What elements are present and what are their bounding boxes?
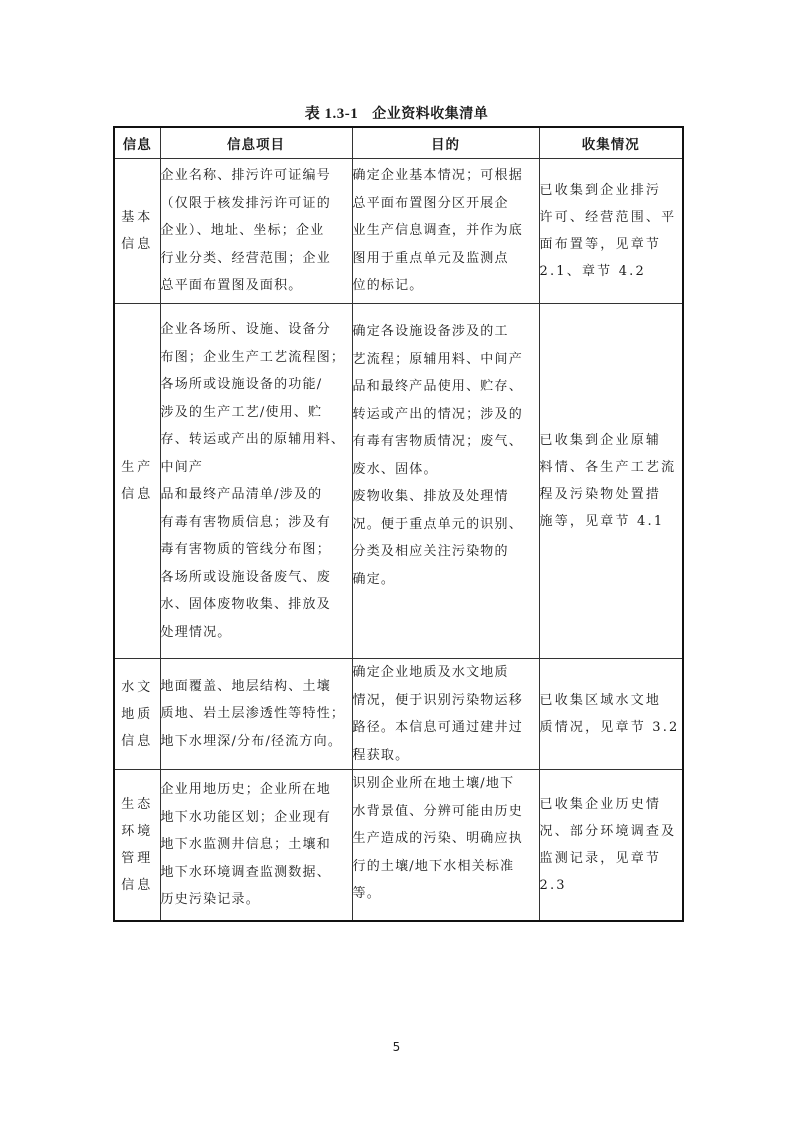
- status-cell-line: 已收集企业历史情: [539, 797, 662, 812]
- table-header-row: [114, 127, 683, 159]
- category-cell-line: 信息: [121, 733, 154, 749]
- category-cell-line: 环境: [121, 824, 154, 839]
- items-cell-line: 行业分类、经营范围；企业: [160, 250, 331, 266]
- category-cell-line: 水文: [121, 679, 154, 695]
- items-cell-line: 毒有害物质的管线分布图；: [160, 542, 331, 557]
- items-cell-line: 存、转运或产出的原辅用料、: [160, 432, 346, 447]
- purpose-cell-line: 情况，便于识别污染物运移: [352, 692, 523, 708]
- items-cell-line: 各场所或设施设备废气、废: [160, 569, 331, 585]
- items-cell-line: 中间产: [160, 459, 204, 475]
- purpose-cell: [352, 304, 539, 659]
- items-cell: [160, 159, 352, 304]
- status-cell-line: 监测记录，见章节: [539, 851, 662, 866]
- category-cell-line: 生产: [121, 460, 154, 475]
- items-cell-line: 企业用地历史；企业所在地: [160, 782, 331, 798]
- purpose-cell: [352, 159, 539, 304]
- items-cell-line: 企业名称、排污许可证编号: [160, 168, 331, 184]
- purpose-cell-line: 图用于重点单元及监测点: [352, 250, 509, 266]
- purpose-cell-line: 业生产信息调查，并作为底: [352, 223, 523, 239]
- status-cell-line: 施等，见章节 4.1: [539, 514, 665, 529]
- items-cell-line: 地下水监测井信息；土壤和: [160, 837, 331, 853]
- purpose-cell-line: 行的土壤/地下水相关标准: [352, 858, 515, 874]
- category-cell-line: 信息: [121, 237, 154, 252]
- category-cell-line: 地质: [121, 706, 154, 722]
- purpose-cell-line: 分类及相应关注污染物的: [352, 544, 509, 559]
- items-cell-line: 品和最终产品清单/涉及的: [160, 487, 323, 502]
- page-number: 5: [392, 1040, 401, 1054]
- category-cell-line: 信息: [121, 487, 154, 502]
- items-cell-line: 地下水环境调查监测数据、: [160, 864, 331, 880]
- items-cell-line: 质地、岩土层渗透性等特性；: [160, 706, 346, 722]
- items-cell-line: 各场所或设施设备的功能/: [160, 377, 323, 392]
- purpose-cell: [352, 659, 539, 770]
- items-cell-line: 地面覆盖、地层结构、土壤: [160, 678, 331, 694]
- category-cell-line: 信息: [121, 878, 154, 893]
- items-cell-line: 涉及的生产工艺/使用、贮: [160, 404, 323, 420]
- purpose-cell: [352, 770, 539, 922]
- status-cell-line: 2.3: [539, 878, 567, 893]
- status-cell-line: 已收集区域水文地: [539, 693, 662, 708]
- items-cell-line: 总平面布置图及面积。: [160, 278, 303, 294]
- purpose-cell-line: 确定企业地质及水文地质: [352, 665, 509, 680]
- purpose-cell-line: 程获取。: [352, 747, 410, 763]
- data-collection-table: [113, 126, 684, 922]
- purpose-cell-line: 废物收集、排放及处理情: [352, 489, 509, 504]
- status-cell-line: 已收集到企业排污: [539, 183, 662, 198]
- purpose-cell-line: 品和最终产品使用、贮存、: [352, 379, 523, 394]
- status-cell-line: 料情、各生产工艺流: [539, 460, 677, 475]
- purpose-cell-line: 艺流程；原辅用料、中间产: [352, 351, 523, 367]
- status-cell-line: 许可、经营范围、平: [539, 210, 677, 225]
- status-cell-line: 2.1、章节 4.2: [539, 264, 646, 279]
- table-row: [114, 770, 683, 922]
- category-cell-line: 管理: [121, 851, 154, 866]
- status-cell: [539, 659, 683, 770]
- purpose-cell-line: 有毒有害物质情况；废气、: [352, 434, 523, 449]
- purpose-cell-line: 识别企业所在地土壤/地下: [352, 776, 515, 791]
- table-title: 企业资料收集清单: [372, 106, 489, 122]
- items-cell-line: 地下水埋深/分布/径流方向。: [160, 733, 343, 749]
- purpose-cell-line: 确定企业基本情况；可根据: [352, 168, 523, 184]
- items-cell-line: 处理情况。: [160, 624, 232, 640]
- items-cell-line: 地下水功能区划；企业现有: [160, 809, 331, 825]
- purpose-cell-line: 等。: [352, 886, 381, 901]
- purpose-cell-line: 确定。: [352, 571, 396, 587]
- status-cell: [539, 304, 683, 659]
- category-cell-line: 基本: [121, 210, 154, 225]
- purpose-cell-line: 生产造成的污染、明确应执: [352, 831, 523, 846]
- category-cell: [114, 304, 160, 659]
- table-row: [114, 159, 683, 304]
- table-caption: [0, 102, 793, 123]
- items-cell-line: 历史污染记录。: [160, 892, 260, 908]
- header-category: 信息: [114, 127, 160, 159]
- items-cell: [160, 770, 352, 922]
- purpose-cell-line: 总平面布置图分区开展企: [352, 195, 509, 211]
- status-cell: [539, 770, 683, 922]
- purpose-cell-line: 转运或产出的情况；涉及的: [352, 406, 523, 422]
- category-cell-line: 生态: [121, 797, 154, 812]
- category-cell: [114, 770, 160, 922]
- purpose-cell-line: 水背景值、分辨可能由历史: [352, 803, 523, 819]
- status-cell-line: 质情况，见章节 3.2: [539, 720, 680, 735]
- status-cell-line: 面布置等，见章节: [539, 237, 662, 252]
- table-row: [114, 659, 683, 770]
- items-cell-line: 企业各场所、设施、设备分: [160, 322, 331, 337]
- header-items: 信息项目: [160, 127, 352, 159]
- header-purpose: 目的: [352, 127, 539, 159]
- table-row: [114, 304, 683, 659]
- items-cell-line: 布图；企业生产工艺流程图；: [160, 349, 346, 365]
- items-cell-line: （仅限于核发排污许可证的: [160, 195, 331, 211]
- purpose-cell-line: 路径。本信息可通过建井过: [352, 720, 523, 735]
- category-cell: [114, 659, 160, 770]
- category-cell: [114, 159, 160, 304]
- items-cell-line: 水、固体废物收集、排放及: [160, 597, 331, 612]
- header-status: 收集情况: [539, 127, 683, 159]
- purpose-cell-line: 况。便于重点单元的识别、: [352, 516, 523, 532]
- status-cell-line: 程及污染物处置措: [539, 487, 662, 502]
- items-cell-line: 有毒有害物质信息；涉及有: [160, 514, 331, 530]
- status-cell-line: 况、部分环境调查及: [539, 824, 677, 839]
- items-cell: [160, 659, 352, 770]
- purpose-cell-line: 确定各设施设备涉及的工: [352, 324, 509, 339]
- status-cell: [539, 159, 683, 304]
- table-number: 表 1.3-1: [304, 106, 359, 122]
- items-cell: [160, 304, 352, 659]
- status-cell-line: 已收集到企业原辅: [539, 433, 662, 448]
- purpose-cell-line: 废水、固体。: [352, 461, 438, 477]
- items-cell-line: 企业）、地址、坐标；企业: [160, 223, 325, 239]
- purpose-cell-line: 位的标记。: [352, 278, 424, 294]
